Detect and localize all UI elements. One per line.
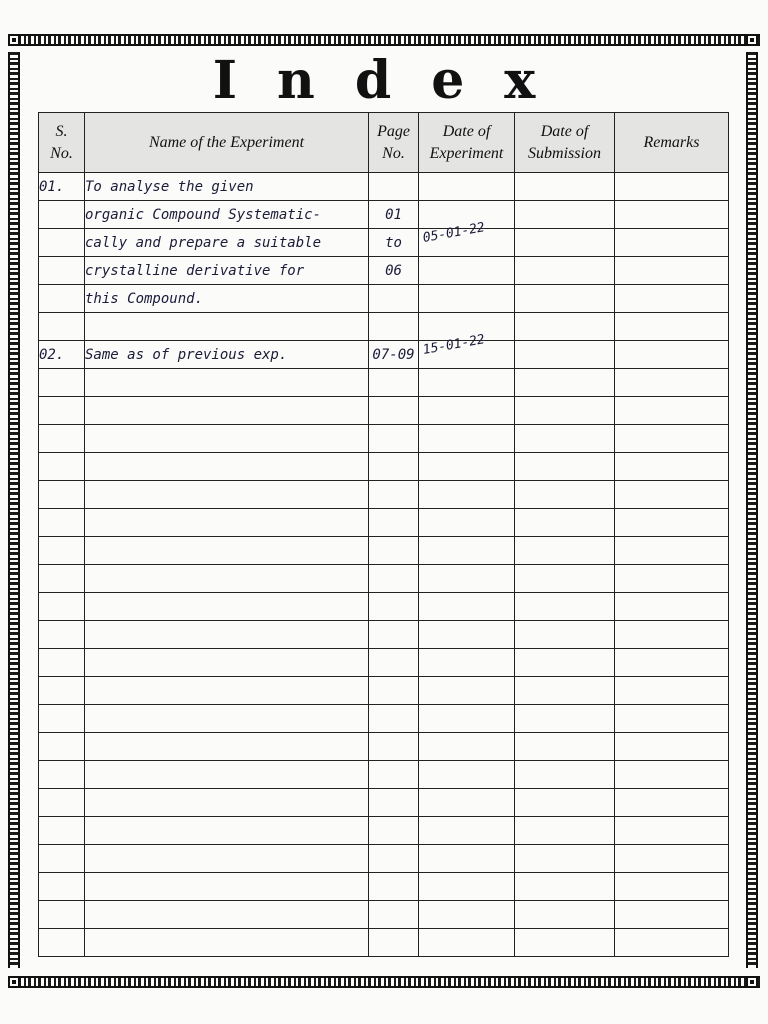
page-no-cell: 06	[369, 257, 419, 285]
table-row	[39, 341, 729, 369]
experiment-name-cell: organic Compound Systematic-	[85, 201, 369, 229]
experiment-name-cell	[85, 593, 369, 621]
page-no-cell: to	[369, 229, 419, 257]
experiment-name-cell	[85, 705, 369, 733]
top-decorative-border	[8, 34, 760, 46]
date-of-experiment-cell	[419, 369, 515, 397]
page-no-cell	[369, 677, 419, 705]
remarks-cell	[615, 621, 729, 649]
experiment-name-cell	[85, 845, 369, 873]
experiment-name-cell	[85, 537, 369, 565]
date-of-submission-cell	[515, 397, 615, 425]
page-no-cell	[369, 397, 419, 425]
experiment-name-cell	[85, 761, 369, 789]
sno-cell	[39, 621, 85, 649]
experiment-name-cell	[85, 369, 369, 397]
remarks-cell	[615, 285, 729, 313]
remarks-cell	[615, 929, 729, 957]
sno-cell	[39, 593, 85, 621]
date-text: 15-01-22	[421, 332, 486, 358]
remarks-cell	[615, 873, 729, 901]
page-no-cell: 01	[369, 201, 419, 229]
header-date-experiment	[419, 113, 515, 173]
sno-cell	[39, 565, 85, 593]
experiment-name-cell: crystalline derivative for	[85, 257, 369, 285]
table-row	[39, 817, 729, 845]
date-of-experiment-cell	[419, 649, 515, 677]
page-no-cell	[369, 817, 419, 845]
date-of-submission-cell	[515, 929, 615, 957]
date-of-submission-cell	[515, 565, 615, 593]
page-no-cell	[369, 873, 419, 901]
page-no-cell	[369, 537, 419, 565]
corner-ornament-top-right	[746, 34, 758, 46]
sno-cell	[39, 509, 85, 537]
experiment-name-cell	[85, 425, 369, 453]
date-of-submission-cell	[515, 845, 615, 873]
date-of-experiment-cell	[419, 285, 515, 313]
date-of-experiment-cell	[419, 705, 515, 733]
header-sno-line: No.	[50, 144, 73, 162]
date-of-experiment-cell	[419, 257, 515, 285]
remarks-cell	[615, 341, 729, 369]
page-no-cell	[369, 453, 419, 481]
header-page-line: Page	[377, 122, 410, 140]
date-of-experiment-cell	[419, 733, 515, 761]
sno-cell	[39, 453, 85, 481]
page-no-cell	[369, 761, 419, 789]
header-sno-line: S.	[55, 122, 68, 140]
date-of-experiment-cell	[419, 481, 515, 509]
remarks-cell	[615, 481, 729, 509]
remarks-cell	[615, 173, 729, 201]
date-of-submission-cell	[515, 257, 615, 285]
table-row	[39, 677, 729, 705]
sno-cell: 01.	[39, 173, 85, 201]
date-of-experiment-cell	[419, 397, 515, 425]
page-no-cell	[369, 425, 419, 453]
date-of-experiment-cell	[419, 873, 515, 901]
header-date-experiment-line: Experiment	[429, 144, 504, 162]
date-of-experiment-cell	[419, 453, 515, 481]
sno-cell	[39, 481, 85, 509]
header-page-line: No.	[382, 144, 405, 162]
date-of-submission-cell	[515, 621, 615, 649]
remarks-cell	[615, 789, 729, 817]
table-row	[39, 845, 729, 873]
date-of-submission-cell	[515, 677, 615, 705]
remarks-cell	[615, 677, 729, 705]
sno-cell	[39, 257, 85, 285]
table-row	[39, 705, 729, 733]
experiment-name-cell: cally and prepare a suitable	[85, 229, 369, 257]
table-row	[39, 593, 729, 621]
header-page	[369, 113, 419, 173]
experiment-name-cell	[85, 565, 369, 593]
experiment-name-cell	[85, 789, 369, 817]
experiment-name-cell: To analyse the given	[85, 173, 369, 201]
experiment-name-cell: Same as of previous exp.	[85, 341, 369, 369]
sno-cell	[39, 313, 85, 341]
table-body	[39, 173, 729, 957]
sno-cell	[39, 901, 85, 929]
header-date-submission-line: Date of	[540, 122, 589, 140]
table-row	[39, 173, 729, 201]
page-no-cell	[369, 313, 419, 341]
header-name-line: Name of the Experiment	[148, 133, 305, 151]
date-of-experiment-cell	[419, 425, 515, 453]
table-row	[39, 621, 729, 649]
date-text: 05-01-22	[421, 220, 486, 246]
page-no-cell	[369, 901, 419, 929]
date-of-submission-cell	[515, 901, 615, 929]
remarks-cell	[615, 257, 729, 285]
sno-cell	[39, 397, 85, 425]
table-row	[39, 789, 729, 817]
date-of-submission-cell	[515, 509, 615, 537]
date-of-submission-cell	[515, 453, 615, 481]
experiment-name-cell	[85, 929, 369, 957]
page-no-cell	[369, 173, 419, 201]
page-no-cell: 07-09	[369, 341, 419, 369]
experiment-name-cell	[85, 621, 369, 649]
page-no-cell	[369, 789, 419, 817]
table-row	[39, 425, 729, 453]
remarks-cell	[615, 845, 729, 873]
date-of-submission-cell	[515, 817, 615, 845]
date-of-submission-cell	[515, 733, 615, 761]
remarks-cell	[615, 817, 729, 845]
date-of-experiment-cell	[419, 789, 515, 817]
date-of-experiment-cell	[419, 677, 515, 705]
corner-ornament-bottom-left	[8, 976, 20, 988]
header-name	[85, 113, 369, 173]
remarks-cell	[615, 593, 729, 621]
sno-cell: 02.	[39, 341, 85, 369]
date-of-submission-cell	[515, 537, 615, 565]
date-of-submission-cell	[515, 761, 615, 789]
date-of-submission-cell	[515, 173, 615, 201]
sno-cell	[39, 873, 85, 901]
experiment-name-cell	[85, 901, 369, 929]
page-title: Index	[212, 50, 576, 111]
sno-cell	[39, 677, 85, 705]
page-no-cell	[369, 621, 419, 649]
page-no-cell	[369, 593, 419, 621]
table-row	[39, 257, 729, 285]
page-no-cell	[369, 733, 419, 761]
page-no-cell	[369, 509, 419, 537]
experiment-name-cell: this Compound.	[85, 285, 369, 313]
date-of-experiment-cell	[419, 565, 515, 593]
experiment-name-cell	[85, 481, 369, 509]
remarks-cell	[615, 229, 729, 257]
header-sno	[39, 113, 85, 173]
table-row	[39, 285, 729, 313]
table-row	[39, 453, 729, 481]
experiment-name-cell	[85, 509, 369, 537]
date-of-submission-cell	[515, 649, 615, 677]
page-no-cell	[369, 845, 419, 873]
remarks-cell	[615, 649, 729, 677]
table-row	[39, 761, 729, 789]
corner-ornament-top-left	[8, 34, 20, 46]
date-of-experiment-cell	[419, 509, 515, 537]
date-of-submission-cell	[515, 425, 615, 453]
remarks-cell	[615, 509, 729, 537]
index-table	[38, 112, 729, 957]
page-no-cell	[369, 929, 419, 957]
remarks-cell	[615, 901, 729, 929]
date-of-experiment-cell	[419, 901, 515, 929]
header-date-experiment-line: Date of	[442, 122, 491, 140]
sno-cell	[39, 369, 85, 397]
date-of-experiment-cell	[419, 621, 515, 649]
table-row	[39, 201, 729, 229]
sno-cell	[39, 425, 85, 453]
table-row	[39, 733, 729, 761]
table-row	[39, 537, 729, 565]
sno-cell	[39, 649, 85, 677]
experiment-name-cell	[85, 817, 369, 845]
table-row	[39, 313, 729, 341]
experiment-name-cell	[85, 733, 369, 761]
table-row	[39, 481, 729, 509]
date-of-submission-cell	[515, 313, 615, 341]
date-of-submission-cell	[515, 789, 615, 817]
table-row	[39, 229, 729, 257]
experiment-name-cell	[85, 453, 369, 481]
table-row	[39, 873, 729, 901]
page-no-cell	[369, 565, 419, 593]
date-of-submission-cell	[515, 593, 615, 621]
experiment-name-cell	[85, 397, 369, 425]
remarks-cell	[615, 537, 729, 565]
sno-cell	[39, 733, 85, 761]
remarks-cell	[615, 761, 729, 789]
page-no-cell	[369, 705, 419, 733]
header-row	[39, 113, 729, 173]
right-decorative-border	[746, 52, 758, 968]
date-of-submission-cell	[515, 201, 615, 229]
experiment-name-cell	[85, 677, 369, 705]
experiment-name-cell	[85, 873, 369, 901]
header-date-submission	[515, 113, 615, 173]
date-of-submission-cell	[515, 229, 615, 257]
date-of-experiment-cell	[419, 761, 515, 789]
experiment-name-cell	[85, 313, 369, 341]
remarks-cell	[615, 369, 729, 397]
date-of-submission-cell	[515, 285, 615, 313]
sno-cell	[39, 789, 85, 817]
sno-cell	[39, 705, 85, 733]
sno-cell	[39, 817, 85, 845]
page-no-cell	[369, 649, 419, 677]
date-of-submission-cell	[515, 341, 615, 369]
table-row	[39, 649, 729, 677]
date-of-submission-cell	[515, 705, 615, 733]
table-row	[39, 901, 729, 929]
remarks-cell	[615, 201, 729, 229]
date-of-experiment-cell	[419, 929, 515, 957]
experiment-name-cell	[85, 649, 369, 677]
header-remarks-line: Remarks	[643, 133, 700, 151]
sno-cell	[39, 929, 85, 957]
bottom-decorative-border	[8, 976, 760, 988]
remarks-cell	[615, 397, 729, 425]
remarks-cell	[615, 705, 729, 733]
header-remarks	[615, 113, 729, 173]
date-of-experiment-cell	[419, 220, 515, 257]
table-row	[39, 369, 729, 397]
remarks-cell	[615, 565, 729, 593]
remarks-cell	[615, 733, 729, 761]
page-no-cell	[369, 369, 419, 397]
header-date-submission-line: Submission	[528, 144, 601, 162]
sno-cell	[39, 537, 85, 565]
sno-cell	[39, 761, 85, 789]
remarks-cell	[615, 453, 729, 481]
table-row	[39, 397, 729, 425]
date-of-submission-cell	[515, 481, 615, 509]
date-of-experiment-cell	[419, 173, 515, 201]
left-decorative-border	[8, 52, 20, 968]
date-of-experiment-cell	[419, 537, 515, 565]
date-of-experiment-cell	[419, 817, 515, 845]
sno-cell	[39, 201, 85, 229]
page-no-cell	[369, 481, 419, 509]
corner-ornament-bottom-right	[746, 976, 758, 988]
sno-cell	[39, 285, 85, 313]
page-no-cell	[369, 285, 419, 313]
table-row	[39, 929, 729, 957]
date-of-experiment-cell	[419, 845, 515, 873]
date-of-submission-cell	[515, 369, 615, 397]
date-of-submission-cell	[515, 873, 615, 901]
sno-cell	[39, 229, 85, 257]
date-of-experiment-cell	[419, 332, 515, 369]
sno-cell	[39, 845, 85, 873]
remarks-cell	[615, 425, 729, 453]
table-row	[39, 509, 729, 537]
table-row	[39, 565, 729, 593]
date-of-experiment-cell	[419, 593, 515, 621]
remarks-cell	[615, 313, 729, 341]
